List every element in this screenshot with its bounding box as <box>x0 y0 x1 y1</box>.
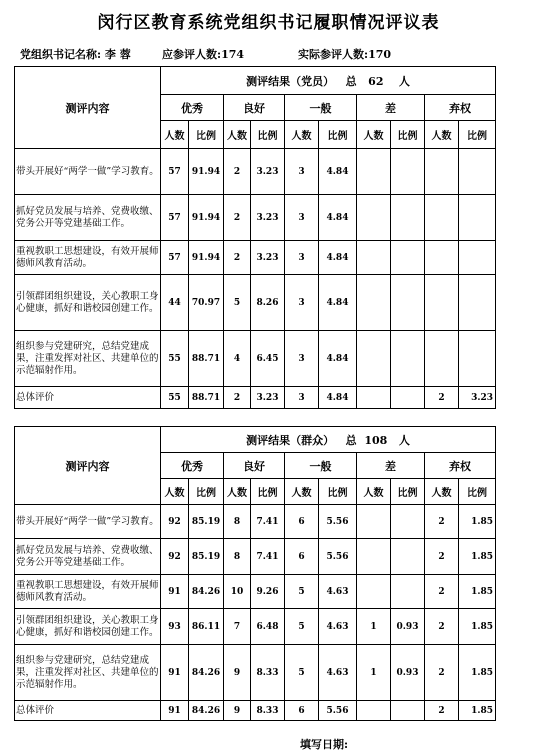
count-cell: 57 <box>161 149 189 195</box>
ratio-cell: 3.23 <box>251 241 285 275</box>
expected-count-field <box>162 46 244 62</box>
total-value: 62 <box>368 74 384 88</box>
count-cell: 91 <box>161 645 189 701</box>
secretary-name: 李 蓉 <box>104 48 131 61</box>
ratio-cell: 1.85 <box>459 645 496 701</box>
subheader-count: 人数 <box>285 479 319 505</box>
ratio-cell: 3.23 <box>251 387 285 409</box>
ratio-cell <box>459 241 496 275</box>
result-label: 测评结果（群众） <box>246 433 335 447</box>
ratio-cell <box>459 149 496 195</box>
party-member-results-table <box>14 66 496 409</box>
subheader-ratio: 比例 <box>459 121 496 149</box>
subheader-count: 人数 <box>357 121 391 149</box>
ratio-cell: 1.85 <box>459 505 496 539</box>
content-cell: 组织参与党建研究，总结党建成果，注重发挥对社区、共建单位的示范辐射作用。 <box>15 645 161 701</box>
overall-row <box>15 387 496 409</box>
actual-value: 170 <box>368 48 392 61</box>
fill-date-label: 填写日期: <box>300 738 349 751</box>
ratio-cell: 4.84 <box>319 387 357 409</box>
subheader-ratio: 比例 <box>391 479 425 505</box>
subheader-count: 人数 <box>161 479 189 505</box>
count-cell: 3 <box>285 275 319 331</box>
ratio-cell: 0.93 <box>391 609 425 645</box>
actual-label: 实际参评人数: <box>298 48 369 61</box>
count-cell: 8 <box>224 539 251 575</box>
ratio-cell: 85.19 <box>189 539 224 575</box>
count-cell: 2 <box>224 241 251 275</box>
count-cell <box>425 241 459 275</box>
public-results-table <box>14 426 496 721</box>
table-row <box>15 645 496 701</box>
count-cell: 92 <box>161 505 189 539</box>
ratio-cell: 7.41 <box>251 505 285 539</box>
subheader-count: 人数 <box>425 479 459 505</box>
subheader-count: 人数 <box>357 479 391 505</box>
count-cell: 6 <box>285 505 319 539</box>
total-value: 108 <box>364 433 388 447</box>
count-cell <box>425 149 459 195</box>
count-cell <box>357 701 391 721</box>
content-cell: 抓好党员发展与培养、党费收缴、党务公开等党建基础工作。 <box>15 195 161 241</box>
ratio-cell <box>391 275 425 331</box>
ratio-cell <box>391 195 425 241</box>
ratio-cell: 4.84 <box>319 331 357 387</box>
count-cell: 3 <box>285 195 319 241</box>
ratio-cell: 84.26 <box>189 645 224 701</box>
content-header: 测评内容 <box>15 67 161 149</box>
overall-row <box>15 701 496 721</box>
count-cell: 5 <box>285 575 319 609</box>
count-cell: 5 <box>224 275 251 331</box>
subheader-count: 人数 <box>425 121 459 149</box>
subheader-ratio: 比例 <box>251 479 285 505</box>
table-row <box>15 539 496 575</box>
subheader-count: 人数 <box>161 121 189 149</box>
ratio-cell: 5.56 <box>319 539 357 575</box>
count-cell <box>357 331 391 387</box>
ratio-cell: 7.41 <box>251 539 285 575</box>
subheader-count: 人数 <box>285 121 319 149</box>
content-cell: 组织参与党建研究，总结党建成果，注重发挥对社区、共建单位的示范辐射作用。 <box>15 331 161 387</box>
ratio-cell: 8.33 <box>251 701 285 721</box>
ratio-cell <box>391 539 425 575</box>
count-cell: 5 <box>285 609 319 645</box>
subheader-ratio: 比例 <box>319 479 357 505</box>
ratio-cell: 8.33 <box>251 645 285 701</box>
count-cell: 3 <box>285 331 319 387</box>
ratio-cell: 5.56 <box>319 701 357 721</box>
count-cell: 4 <box>224 331 251 387</box>
ratio-cell <box>391 241 425 275</box>
ratio-cell: 4.84 <box>319 275 357 331</box>
ratio-cell: 1.85 <box>459 609 496 645</box>
count-cell: 92 <box>161 539 189 575</box>
group-header: 一般 <box>285 453 357 479</box>
table-row <box>15 149 496 195</box>
ratio-cell: 8.26 <box>251 275 285 331</box>
count-cell: 93 <box>161 609 189 645</box>
count-cell: 55 <box>161 387 189 409</box>
actual-count-field <box>298 46 391 62</box>
table-row <box>15 195 496 241</box>
ratio-cell: 3.23 <box>251 149 285 195</box>
count-cell <box>357 575 391 609</box>
ratio-cell: 85.19 <box>189 505 224 539</box>
count-cell <box>357 195 391 241</box>
table-row <box>15 575 496 609</box>
ratio-cell: 84.26 <box>189 701 224 721</box>
content-cell: 带头开展好“两学一做”学习教育。 <box>15 149 161 195</box>
count-cell <box>425 331 459 387</box>
count-cell: 2 <box>425 609 459 645</box>
ratio-cell <box>459 331 496 387</box>
count-cell <box>425 275 459 331</box>
content-header: 测评内容 <box>15 427 161 505</box>
ratio-cell: 1.85 <box>459 575 496 609</box>
ratio-cell: 9.26 <box>251 575 285 609</box>
ratio-cell: 88.71 <box>189 331 224 387</box>
total-unit: 人 <box>398 74 410 88</box>
result-label: 测评结果（党员） <box>246 74 335 88</box>
content-cell: 重视教职工思想建设，有效开展师德师风教育活动。 <box>15 241 161 275</box>
total-label: 总 <box>345 74 357 88</box>
count-cell: 57 <box>161 195 189 241</box>
total-unit: 人 <box>398 433 410 447</box>
subheader-ratio: 比例 <box>189 121 224 149</box>
count-cell: 55 <box>161 331 189 387</box>
content-cell: 抓好党员发展与培养、党费收缴、党务公开等党建基础工作。 <box>15 539 161 575</box>
secretary-name-field <box>20 46 131 62</box>
overall-label: 总体评价 <box>15 387 161 409</box>
subheader-ratio: 比例 <box>391 121 425 149</box>
ratio-cell: 70.97 <box>189 275 224 331</box>
group-header: 弃权 <box>425 453 496 479</box>
ratio-cell <box>459 195 496 241</box>
ratio-cell: 4.63 <box>319 575 357 609</box>
ratio-cell <box>391 575 425 609</box>
ratio-cell: 4.84 <box>319 149 357 195</box>
count-cell: 1 <box>357 609 391 645</box>
count-cell: 1 <box>357 645 391 701</box>
table-row <box>15 505 496 539</box>
ratio-cell: 88.71 <box>189 387 224 409</box>
count-cell: 2 <box>224 387 251 409</box>
content-cell: 带头开展好“两学一做”学习教育。 <box>15 505 161 539</box>
ratio-cell <box>459 275 496 331</box>
ratio-cell: 3.23 <box>459 387 496 409</box>
content-cell: 重视教职工思想建设，有效开展师德师风教育活动。 <box>15 575 161 609</box>
group-header: 优秀 <box>161 95 224 121</box>
ratio-cell: 91.94 <box>189 241 224 275</box>
ratio-cell <box>391 505 425 539</box>
subheader-ratio: 比例 <box>251 121 285 149</box>
expected-label: 应参评人数: <box>162 48 222 61</box>
ratio-cell: 1.85 <box>459 701 496 721</box>
ratio-cell: 91.94 <box>189 149 224 195</box>
ratio-cell <box>391 149 425 195</box>
expected-value: 174 <box>221 48 245 61</box>
ratio-cell: 4.63 <box>319 645 357 701</box>
ratio-cell: 4.84 <box>319 241 357 275</box>
total-label: 总 <box>345 433 357 447</box>
group-header: 差 <box>357 453 425 479</box>
count-cell: 57 <box>161 241 189 275</box>
secretary-label: 党组织书记名称: <box>20 48 102 61</box>
count-cell: 10 <box>224 575 251 609</box>
ratio-cell <box>391 331 425 387</box>
subheader-ratio: 比例 <box>319 121 357 149</box>
ratio-cell: 6.48 <box>251 609 285 645</box>
form-title: 闵行区教育系统党组织书记履职情况评议表 <box>97 13 440 33</box>
table-row <box>15 275 496 331</box>
table-row <box>15 331 496 387</box>
count-cell <box>357 387 391 409</box>
count-cell <box>357 505 391 539</box>
group-header: 良好 <box>224 453 285 479</box>
ratio-cell: 3.23 <box>251 195 285 241</box>
count-cell: 44 <box>161 275 189 331</box>
group-header: 良好 <box>224 95 285 121</box>
count-cell <box>357 275 391 331</box>
ratio-cell: 6.45 <box>251 331 285 387</box>
content-cell: 引领群团组织建设，关心教职工身心健康，抓好和谐校园创建工作。 <box>15 609 161 645</box>
count-cell: 2 <box>224 195 251 241</box>
count-cell <box>357 149 391 195</box>
count-cell: 91 <box>161 575 189 609</box>
ratio-cell: 91.94 <box>189 195 224 241</box>
ratio-cell: 86.11 <box>189 609 224 645</box>
count-cell <box>425 195 459 241</box>
ratio-cell <box>391 701 425 721</box>
ratio-cell: 0.93 <box>391 645 425 701</box>
subheader-ratio: 比例 <box>459 479 496 505</box>
count-cell: 6 <box>285 701 319 721</box>
table-row <box>15 609 496 645</box>
subheader-ratio: 比例 <box>189 479 224 505</box>
ratio-cell: 4.63 <box>319 609 357 645</box>
count-cell: 3 <box>285 387 319 409</box>
count-cell: 2 <box>425 505 459 539</box>
count-cell: 8 <box>224 505 251 539</box>
count-cell <box>357 241 391 275</box>
count-cell: 2 <box>425 575 459 609</box>
count-cell: 5 <box>285 645 319 701</box>
count-cell: 91 <box>161 701 189 721</box>
count-cell: 2 <box>425 645 459 701</box>
ratio-cell: 1.85 <box>459 539 496 575</box>
count-cell: 3 <box>285 149 319 195</box>
result-summary <box>161 67 496 95</box>
count-cell: 9 <box>224 645 251 701</box>
count-cell: 7 <box>224 609 251 645</box>
count-cell <box>357 539 391 575</box>
ratio-cell: 5.56 <box>319 505 357 539</box>
ratio-cell: 84.26 <box>189 575 224 609</box>
table-row <box>15 241 496 275</box>
count-cell: 2 <box>425 387 459 409</box>
subheader-count: 人数 <box>224 479 251 505</box>
count-cell: 6 <box>285 539 319 575</box>
ratio-cell <box>391 387 425 409</box>
subheader-count: 人数 <box>224 121 251 149</box>
count-cell: 3 <box>285 241 319 275</box>
content-cell: 引领群团组织建设，关心教职工身心健康，抓好和谐校园创建工作。 <box>15 275 161 331</box>
group-header: 弃权 <box>425 95 496 121</box>
overall-label: 总体评价 <box>15 701 161 721</box>
result-summary <box>161 427 496 453</box>
count-cell: 2 <box>425 701 459 721</box>
ratio-cell: 4.84 <box>319 195 357 241</box>
count-cell: 2 <box>425 539 459 575</box>
group-header: 优秀 <box>161 453 224 479</box>
group-header: 差 <box>357 95 425 121</box>
count-cell: 2 <box>224 149 251 195</box>
group-header: 一般 <box>285 95 357 121</box>
count-cell: 9 <box>224 701 251 721</box>
